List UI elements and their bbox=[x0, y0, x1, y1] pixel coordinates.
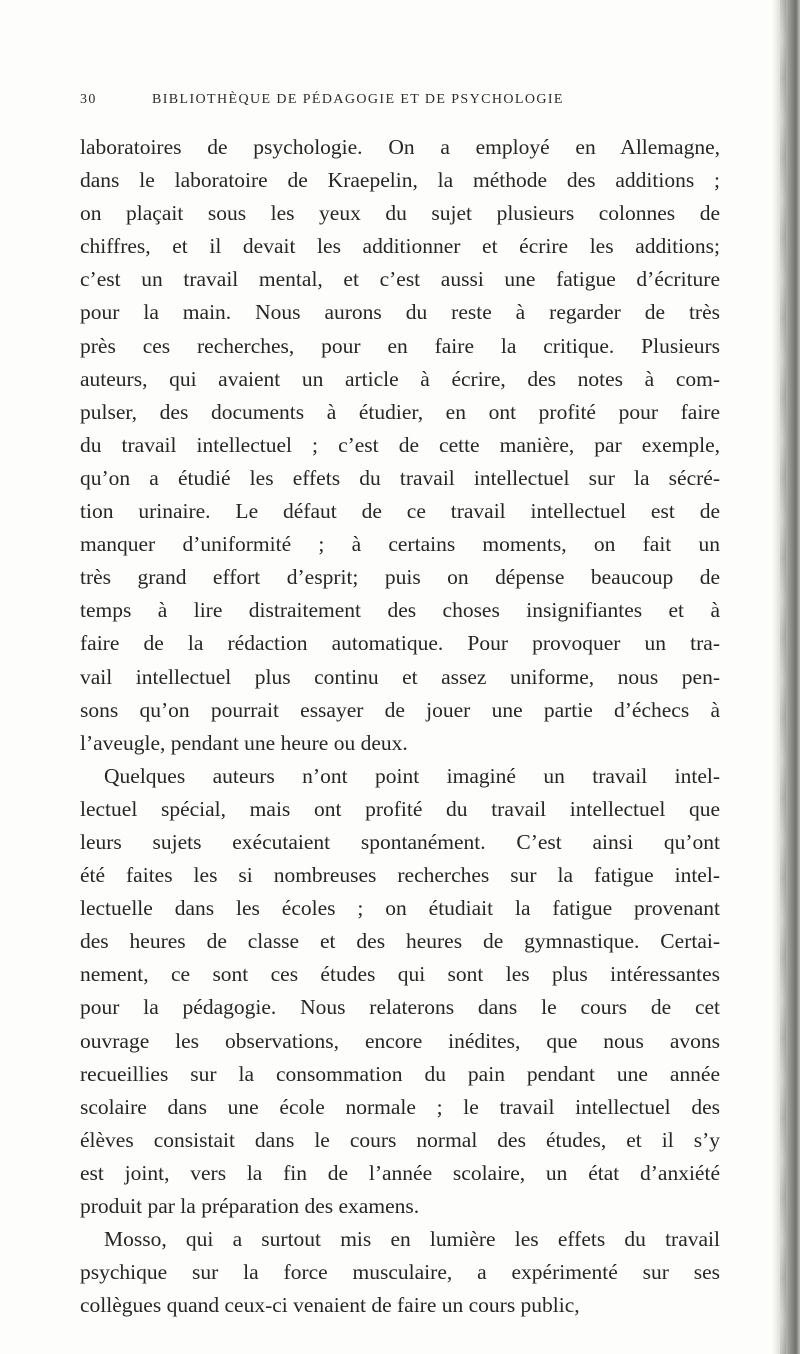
page-number: 30 bbox=[80, 92, 97, 107]
text-line: tion urinaire. Le défaut de ce travail intellectuel est de bbox=[80, 499, 720, 524]
text-line: manquer d’uniformité ; à certains moments, on fait un bbox=[80, 532, 720, 557]
text-line: l’aveugle, pendant une heure ou deux. bbox=[80, 730, 408, 755]
text-line: ouvrage les observations, encore inédites, que nous avons bbox=[80, 1028, 720, 1053]
paragraph-start-line: Quelques auteurs n’ont point imaginé un travail intel- bbox=[104, 763, 720, 788]
paragraph-start-line: Mosso, qui a surtout mis en lumière les effets du travail bbox=[104, 1227, 720, 1252]
text-line: été faites les si nombreuses recherches sur la fatigue intel- bbox=[80, 863, 720, 888]
text-line: chiffres, et il devait les additionner et écrire les additions; bbox=[80, 234, 720, 259]
text-line: psychique sur la force musculaire, a expérimenté sur ses bbox=[80, 1260, 720, 1285]
text-line: sons qu’on pourrait essayer de jouer une partie d’échecs à bbox=[80, 697, 720, 722]
text-line: très grand effort d’esprit; puis on dépense beaucoup de bbox=[80, 565, 720, 590]
text-line: scolaire dans une école normale ; le travail intellectuel des bbox=[80, 1094, 720, 1119]
text-line: c’est un travail mental, et c’est aussi une fatigue d’écriture bbox=[80, 267, 720, 292]
body-text bbox=[80, 131, 720, 1322]
text-line: qu’on a étudié les effets du travail intellectuel sur la sécré- bbox=[80, 465, 720, 490]
text-line: auteurs, qui avaient un article à écrire, des notes à com- bbox=[80, 366, 720, 391]
page-edge-shadow bbox=[772, 0, 800, 1354]
text-line: est joint, vers la fin de l’année scolaire, un état d’anxiété bbox=[80, 1160, 720, 1185]
page-header bbox=[80, 92, 720, 118]
text-line: faire de la rédaction automatique. Pour provoquer un tra- bbox=[80, 631, 720, 656]
text-line: collègues quand ceux-ci venaient de faire un cours public, bbox=[80, 1293, 580, 1318]
text-line: recueillies sur la consommation du pain pendant une année bbox=[80, 1061, 720, 1086]
text-line: laboratoires de psychologie. On a employé en Allemagne, bbox=[80, 135, 720, 159]
text-line: près ces recherches, pour en faire la critique. Plusieurs bbox=[80, 333, 720, 358]
text-line: lectuel spécial, mais ont profité du travail intellectuel que bbox=[80, 796, 720, 821]
text-line: dans le laboratoire de Kraepelin, la méthode des additions ; bbox=[80, 168, 720, 193]
text-line: nement, ce sont ces études qui sont les plus intéressantes bbox=[80, 962, 720, 987]
text-line: pour la pédagogie. Nous relaterons dans le cours de cet bbox=[80, 995, 720, 1020]
running-head: BIBLIOTHÈQUE DE PÉDAGOGIE ET DE PSYCHOLOGIE bbox=[152, 92, 564, 107]
text-line: des heures de classe et des heures de gymnastique. Certai- bbox=[80, 929, 720, 954]
text-line: on plaçait sous les yeux du sujet plusieurs colonnes de bbox=[80, 201, 720, 226]
text-line: produit par la préparation des examens. bbox=[80, 1194, 420, 1218]
text-line: lectuelle dans les écoles ; on étudiait la fatigue provenant bbox=[80, 896, 720, 921]
text-line: vail intellectuel plus continu et assez uniforme, nous pen- bbox=[80, 664, 720, 689]
text-line: pulser, des documents à étudier, en ont profité pour faire bbox=[80, 399, 720, 424]
text-line: pour la main. Nous aurons du reste à regarder de très bbox=[80, 300, 720, 325]
text-line: leurs sujets exécutaient spontanément. C’est ainsi qu’ont bbox=[80, 829, 720, 854]
text-line: du travail intellectuel ; c’est de cette manière, par exemple, bbox=[80, 432, 720, 457]
text-line: temps à lire distraitement des choses insignifiantes et à bbox=[80, 598, 720, 623]
text-line: élèves consistait dans le cours normal des études, et il s’y bbox=[80, 1127, 720, 1152]
